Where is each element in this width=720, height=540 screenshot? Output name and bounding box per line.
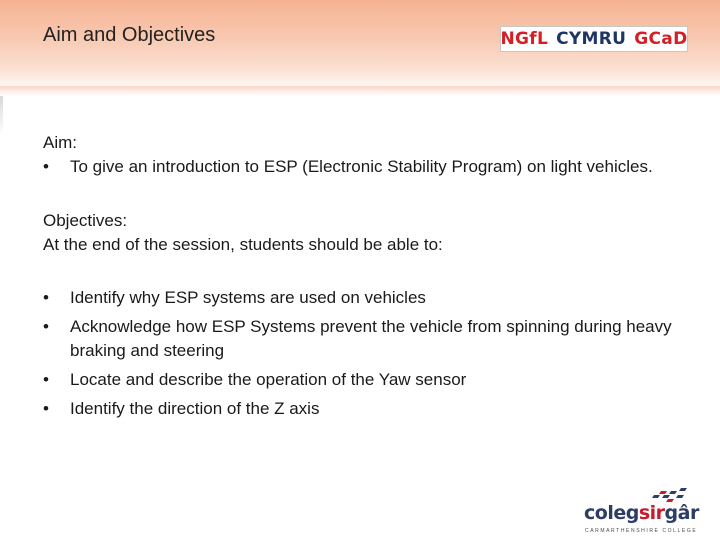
coleg-logo-subtitle: CARMARTHENSHIRE COLLEGE [585,528,698,534]
sir-text: sir [638,502,665,524]
ngfl-cymru-logo [500,26,688,52]
header-shadow [0,86,720,96]
objectives-list [43,286,683,421]
spacer [43,257,683,286]
slide-title: Aim and Objectives [43,24,216,46]
aim-heading: Aim: [43,133,77,152]
gar-text: gâr [664,502,699,524]
objective-bullet: • Identify the direction of the Z axis [43,397,683,421]
objective-bullet: • Identify why ESP systems are used on vehicles [43,286,683,310]
coleg-text: coleg [584,502,639,524]
gcad-logo-text: GCaD [634,29,688,49]
ngfl-logo-text: NGfL [500,29,549,49]
aim-bullet: • To give an introduction to ESP (Electronic Stability Program) on light vehicles. [43,155,683,179]
objectives-heading: Objectives: [43,211,128,230]
objective-bullet: • Acknowledge how ESP Systems prevent the vehicle from spinning during heavy braking and steering [43,315,683,363]
spacer [43,179,683,209]
aim-list [43,155,683,179]
objective-bullet: • Locate and describe the operation of the Yaw sensor [43,368,683,392]
cymru-logo-text: CYMRU [556,29,627,49]
slide-body [43,131,683,426]
decorative-stripe [0,96,3,136]
objectives-intro: At the end of the session, students should be able to: [43,235,443,254]
coleg-logo-name [584,502,699,524]
coleg-sir-gar-logo [584,487,699,535]
coleg-logo-mark-icon [646,487,688,503]
